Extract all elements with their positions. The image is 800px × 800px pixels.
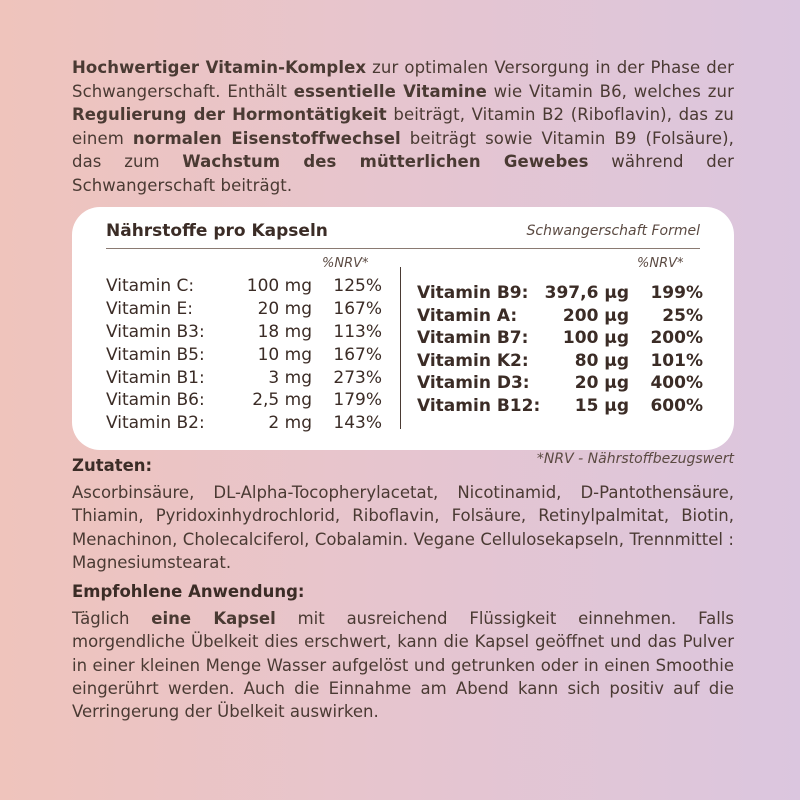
- nutrient-amount: 2 mg: [268, 413, 312, 434]
- intro-bold-5: Wachstum des mütterlichen Gewebes: [182, 152, 589, 171]
- nutrient-row: [417, 350, 703, 373]
- nutrient-name: Vitamin B3:: [106, 321, 205, 342]
- nutrient-amount: 20 µg: [574, 373, 629, 394]
- nutrient-name: Vitamin B1:: [106, 367, 205, 388]
- nutrient-amount: 397,6 µg: [544, 283, 629, 304]
- nutrient-name: Vitamin B12:: [417, 395, 541, 416]
- nutrient-name: Vitamin B5:: [106, 344, 205, 365]
- nutrient-row: [106, 412, 382, 435]
- intro-bold-2: essentielle Vitamine: [293, 81, 487, 101]
- usage-text: [72, 607, 734, 723]
- nutrient-table-card: [72, 207, 734, 450]
- usage-heading: Empfohlene Anwendung:: [72, 582, 305, 601]
- nrv-header-left: %NRV*: [322, 256, 369, 271]
- nutrient-nrv: 25%: [662, 305, 703, 326]
- nutrient-row: [417, 282, 703, 305]
- nutrient-nrv: 167%: [333, 344, 382, 365]
- nutrient-row: [106, 298, 382, 321]
- nutrient-nrv: 200%: [650, 328, 703, 349]
- nutrient-amount: 15 µg: [574, 395, 629, 416]
- usage-text-2: mit ausreichend Flüssigkeit einnehmen. Falls morgendliche Übelkeit dies erschwert, kann die Kapsel geöffnet und das Pulver in einer kleinen Menge Wasser aufgelöst und getrunken oder in einen Smoothie eingerührt werden. Auch die Einnahme am Abend kann sich positiv auf die Verringerung der Übelkeit auswirken.: [72, 609, 734, 722]
- nutrient-amount: 10 mg: [257, 344, 312, 365]
- nutrient-row: [106, 343, 382, 366]
- intro-bold-4: normalen Eisenstoffwechsel: [132, 128, 401, 148]
- nutrient-amount: 3 mg: [268, 367, 312, 388]
- nutrient-name: Vitamin A:: [417, 305, 518, 326]
- nutrient-row: [417, 305, 703, 328]
- nutrient-amount: 80 µg: [574, 350, 629, 371]
- nutrient-name: Vitamin D3:: [417, 373, 530, 394]
- nutrient-amount: 18 mg: [257, 321, 312, 342]
- nutrient-row: [106, 321, 382, 344]
- product-description: [72, 56, 734, 197]
- nutrient-name: Vitamin B6:: [106, 390, 205, 411]
- nutrient-nrv: 143%: [333, 413, 382, 434]
- intro-bold-3: Regulierung der Hormontätigkeit: [72, 105, 387, 124]
- nutrient-row: [106, 389, 382, 412]
- intro-text-2: wie Vitamin B6, welches zur: [486, 81, 734, 101]
- nutrient-name: Vitamin C:: [106, 276, 195, 297]
- nrv-header-right: %NRV*: [637, 256, 684, 271]
- usage-bold-1: eine Kapsel: [151, 609, 276, 628]
- nutrient-amount: 100 µg: [562, 328, 629, 349]
- nutrient-name: Vitamin B9:: [417, 283, 529, 304]
- nutrient-name: Vitamin B7:: [417, 328, 529, 349]
- nutrient-nrv: 101%: [650, 350, 703, 371]
- nutrient-nrv: 600%: [650, 395, 703, 416]
- nutrient-amount: 200 µg: [562, 305, 629, 326]
- table-title: Nährstoffe pro Kapseln: [106, 221, 328, 241]
- column-divider: [400, 267, 401, 429]
- usage-text-1: Täglich: [72, 609, 152, 628]
- nutrient-amount: 100 mg: [246, 276, 312, 297]
- nutrient-nrv: 179%: [333, 390, 382, 411]
- nutrient-nrv: 199%: [650, 283, 703, 304]
- table-subtitle: Schwangerschaft Formel: [526, 223, 700, 239]
- nutrient-row: [417, 372, 703, 395]
- nutrient-nrv: 273%: [333, 367, 382, 388]
- nutrient-row: [417, 327, 703, 350]
- nutrient-nrv: 125%: [333, 276, 382, 297]
- nutrient-name: Vitamin E:: [106, 299, 193, 320]
- nutrient-name: Vitamin K2:: [417, 350, 529, 371]
- nutrient-row: [106, 275, 382, 298]
- nutrient-row: [106, 366, 382, 389]
- intro-bold-1: Hochwertiger Vitamin-Komplex: [72, 58, 367, 77]
- intro-text-4: beiträgt sowie Vitamin B9 (Folsäure), das zum: [72, 128, 734, 171]
- nutrient-list-left: [106, 275, 382, 435]
- nutrient-nrv: 113%: [333, 321, 382, 342]
- nutrient-nrv: 400%: [650, 373, 703, 394]
- intro-text-5: während der Schwangerschaft beiträgt.: [72, 152, 734, 195]
- ingredients-heading: Zutaten:: [72, 456, 153, 475]
- nutrient-name: Vitamin B2:: [106, 413, 205, 434]
- ingredients-text: Ascorbinsäure, DL-Alpha-Tocopherylacetat, Nicotinamid, D-Pantothensäure, Thiamin, Pyridoxinhydrochlorid, Riboflavin, Folsäure, Retinylpalmitat, Biotin, Menachinon, Cholecalciferol, Cobalamin. Vegane Cellulosekapseln, Trennmittel : Magnesiumstearat.: [72, 483, 734, 572]
- nrv-footnote: *NRV - Nährstoffbezugswert: [536, 451, 734, 467]
- intro-text-3: beiträgt, Vitamin B2 (Riboflavin), das zu einem: [72, 105, 734, 148]
- nutrient-amount: 2,5 mg: [252, 390, 312, 411]
- table-header-divider: [106, 248, 700, 249]
- nutrient-list-right: [417, 282, 703, 417]
- intro-text-1: zur optimalen Versorgung in der Phase der Schwangerschaft. Enthält: [72, 58, 734, 101]
- nutrient-nrv: 167%: [333, 299, 382, 320]
- nutrient-amount: 20 mg: [257, 299, 312, 320]
- nutrient-row: [417, 395, 703, 418]
